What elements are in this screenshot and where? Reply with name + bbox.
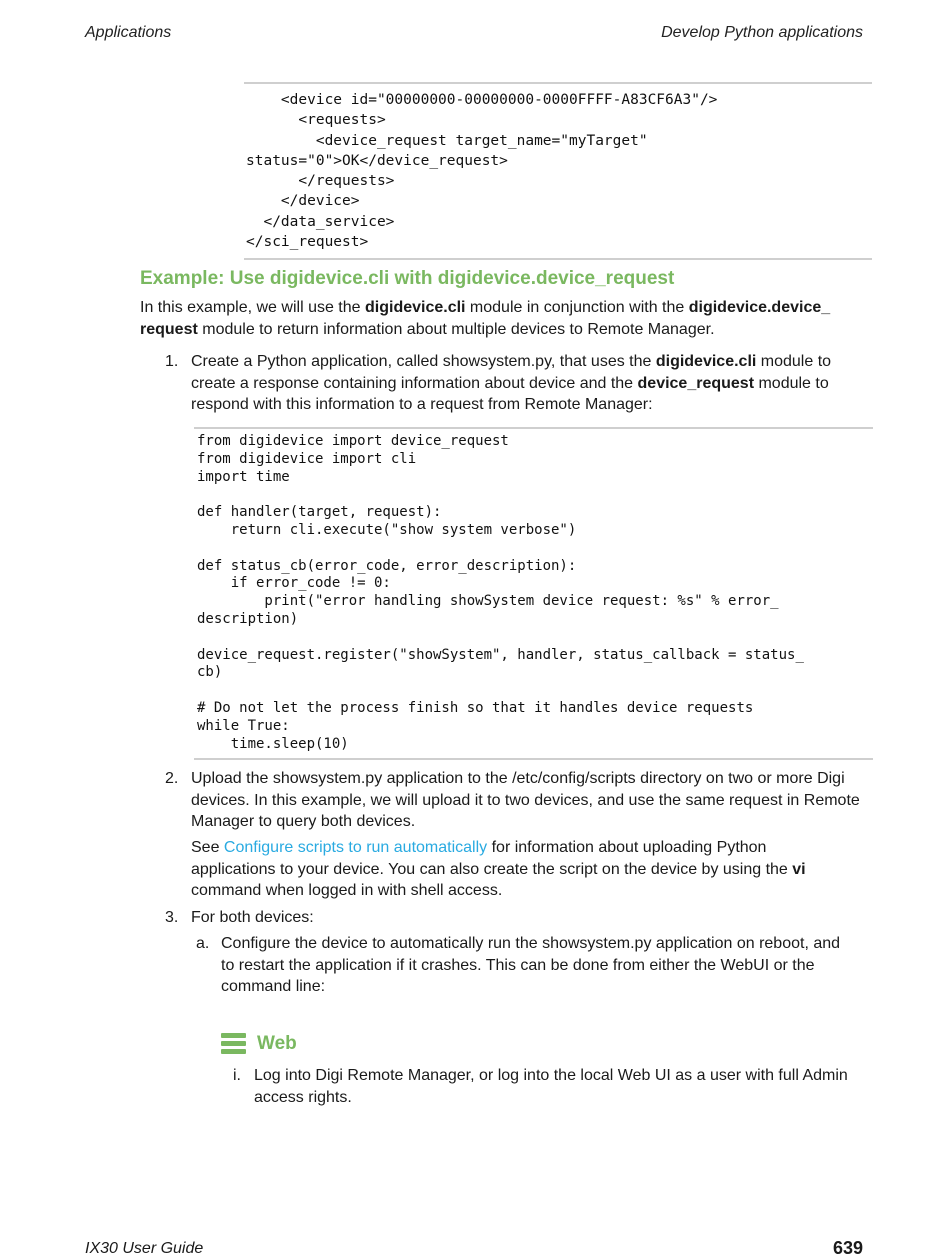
running-header-left: Applications: [85, 24, 172, 41]
step-1-number: 1.: [165, 353, 179, 370]
step-2-text: Upload the showsystem.py application to the /etc/config/scripts directory on two or more Digi devices. In this example, we will upload it to two devices, and use the same request in Remote Manager to query both devices.: [191, 770, 860, 830]
step-1-text: Create a Python application, called showsystem.py, that uses the digidevice.cli module to create a response containing information about device and the device_request module to respond with this information to a request from Remote Manager:: [191, 353, 832, 413]
step-2-number: 2.: [165, 770, 179, 787]
xml-code-block: <device id="00000000-00000000-0000FFFF-A83CF6A3"/> <requests> <device_request target_name="myTarget" status="0">OK</device_request> </requests> </device> </data_service> </sci_request>: [244, 82, 872, 260]
configure-scripts-link[interactable]: Configure scripts to run automatically: [223, 839, 488, 856]
substep-a-number: a.: [196, 935, 210, 952]
example-heading: Example: Use digidevice.cli with digidevice.device_request: [140, 268, 675, 289]
python-code-block: from digidevice import device_request from digidevice import cli import time def handler(target, request): return cli.execute("show system verbose") def status_cb(error_code, error_description): if error_code != 0: print("error handling showSystem device request: %s" % error_ description) device_request.register("showSystem", handler, status_callback = status_ cb) # Do not let the process finish so that it handles device requests while True: time.sleep(10): [194, 427, 873, 760]
footer-guide-title: IX30 User Guide: [85, 1240, 204, 1257]
menu-icon: [221, 1033, 246, 1054]
substep-i-text: Log into Digi Remote Manager, or log into the local Web UI as a user with full Admin access rights.: [254, 1067, 848, 1106]
step-3-number: 3.: [165, 909, 179, 926]
step-3-text: For both devices:: [191, 909, 314, 926]
substep-a-text: Configure the device to automatically run the showsystem.py application on reboot, and to restart the application if it crashes. This can be done from either the WebUI or the command line:: [221, 935, 841, 995]
substep-i-number: i.: [233, 1067, 241, 1084]
example-intro: In this example, we will use the digidevice.cli module in conjunction with the digidevice.device_ request module to return information about multiple devices to Remote Manager.: [140, 299, 831, 338]
running-header-right: Develop Python applications: [661, 24, 863, 41]
web-heading: Web: [257, 1033, 297, 1054]
step-2-see-text: See Configure scripts to run automatically for information about uploading Python applications to your device. You can also create the script on the device by using the vi command when logged in with shell access.: [191, 839, 806, 899]
page-number: 639: [832, 1238, 863, 1258]
